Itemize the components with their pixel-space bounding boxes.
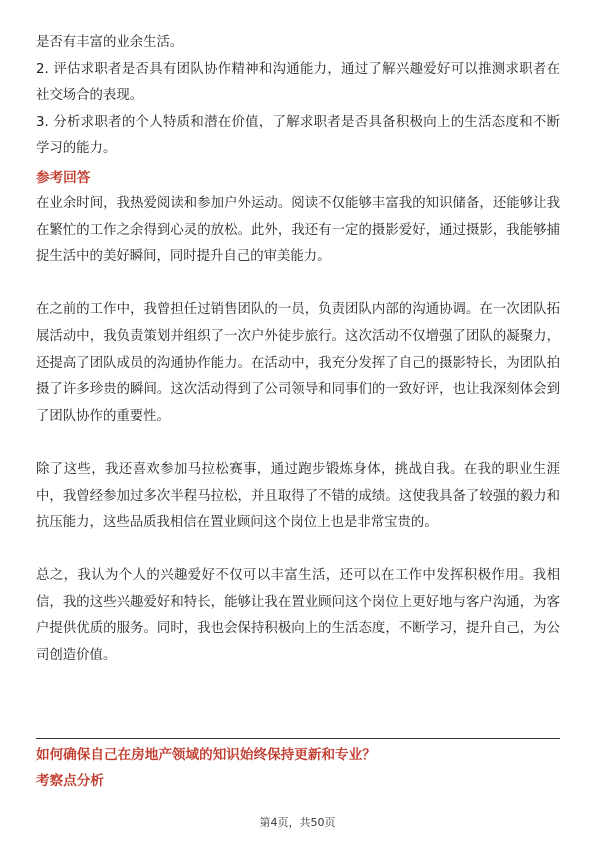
section-divider <box>36 738 560 739</box>
answer-paragraph: 在之前的工作中，我曾担任过销售团队的一员，负责团队内部的沟通协调。在一次团队拓展活动中，我负责策划并组织了一次户外徒步旅行。这次活动不仅增强了团队的凝聚力，还提高了团队成员的沟通协作能力。在活动中，我充分发挥了自己的摄影特长，为团队拍摄了许多珍贵的瞬间。这次活动得到了公司领导和同事们的一致好评，也让我深刻体会到了团队协作的重要性。 <box>36 302 560 424</box>
next-question-block <box>36 742 560 794</box>
analysis-heading: 考察点分析 <box>36 773 104 789</box>
answer-paragraph: 总之，我认为个人的兴趣爱好不仅可以丰富生活，还可以在工作中发挥积极作用。我相信，我的这些兴趣爱好和特长，能够让我在置业顾问这个岗位上更好地与客户沟通，为客户提供优质的服务。同时，我也会保持积极向上的生活态度，不断学习，提升自己，为公司创造价值。 <box>36 568 560 664</box>
page-content <box>36 30 560 670</box>
evaluation-point-2: 2. 评估求职者是否具有团队协作精神和沟通能力，通过了解兴趣爱好可以推测求职者在社交场合的表现。 <box>36 61 560 104</box>
evaluation-point-3: 3. 分析求职者的个人特质和潜在价值，了解求职者是否具备积极向上的生活态度和不断学习的能力。 <box>36 114 560 157</box>
answer-heading: 参考回答 <box>36 169 91 186</box>
answer-paragraph: 除了这些，我还喜欢参加马拉松赛事，通过跑步锻炼身体，挑战自我。在我的职业生涯中，我曾经参加过多次半程马拉松，并且取得了不错的成绩。这使我具备了较强的毅力和抗压能力，这些品质我相信在置业顾问这个岗位上也是非常宝贵的。 <box>36 461 560 531</box>
next-question-title: 如何确保自己在房地产领域的知识始终保持更新和专业？ <box>36 747 376 763</box>
answer-paragraph: 在业余时间，我热爱阅读和参加户外运动。阅读不仅能够丰富我的知识储备，还能够让我在繁忙的工作之余得到心灵的放松。此外，我还有一定的摄影爱好，通过摄影，我能够捕捉生活中的美好瞬间，同时提升自己的审美能力。 <box>36 195 560 265</box>
intro-line: 是否有丰富的业余生活。 <box>36 35 184 50</box>
page-number-footer: 第4页，共50页 <box>259 816 336 829</box>
